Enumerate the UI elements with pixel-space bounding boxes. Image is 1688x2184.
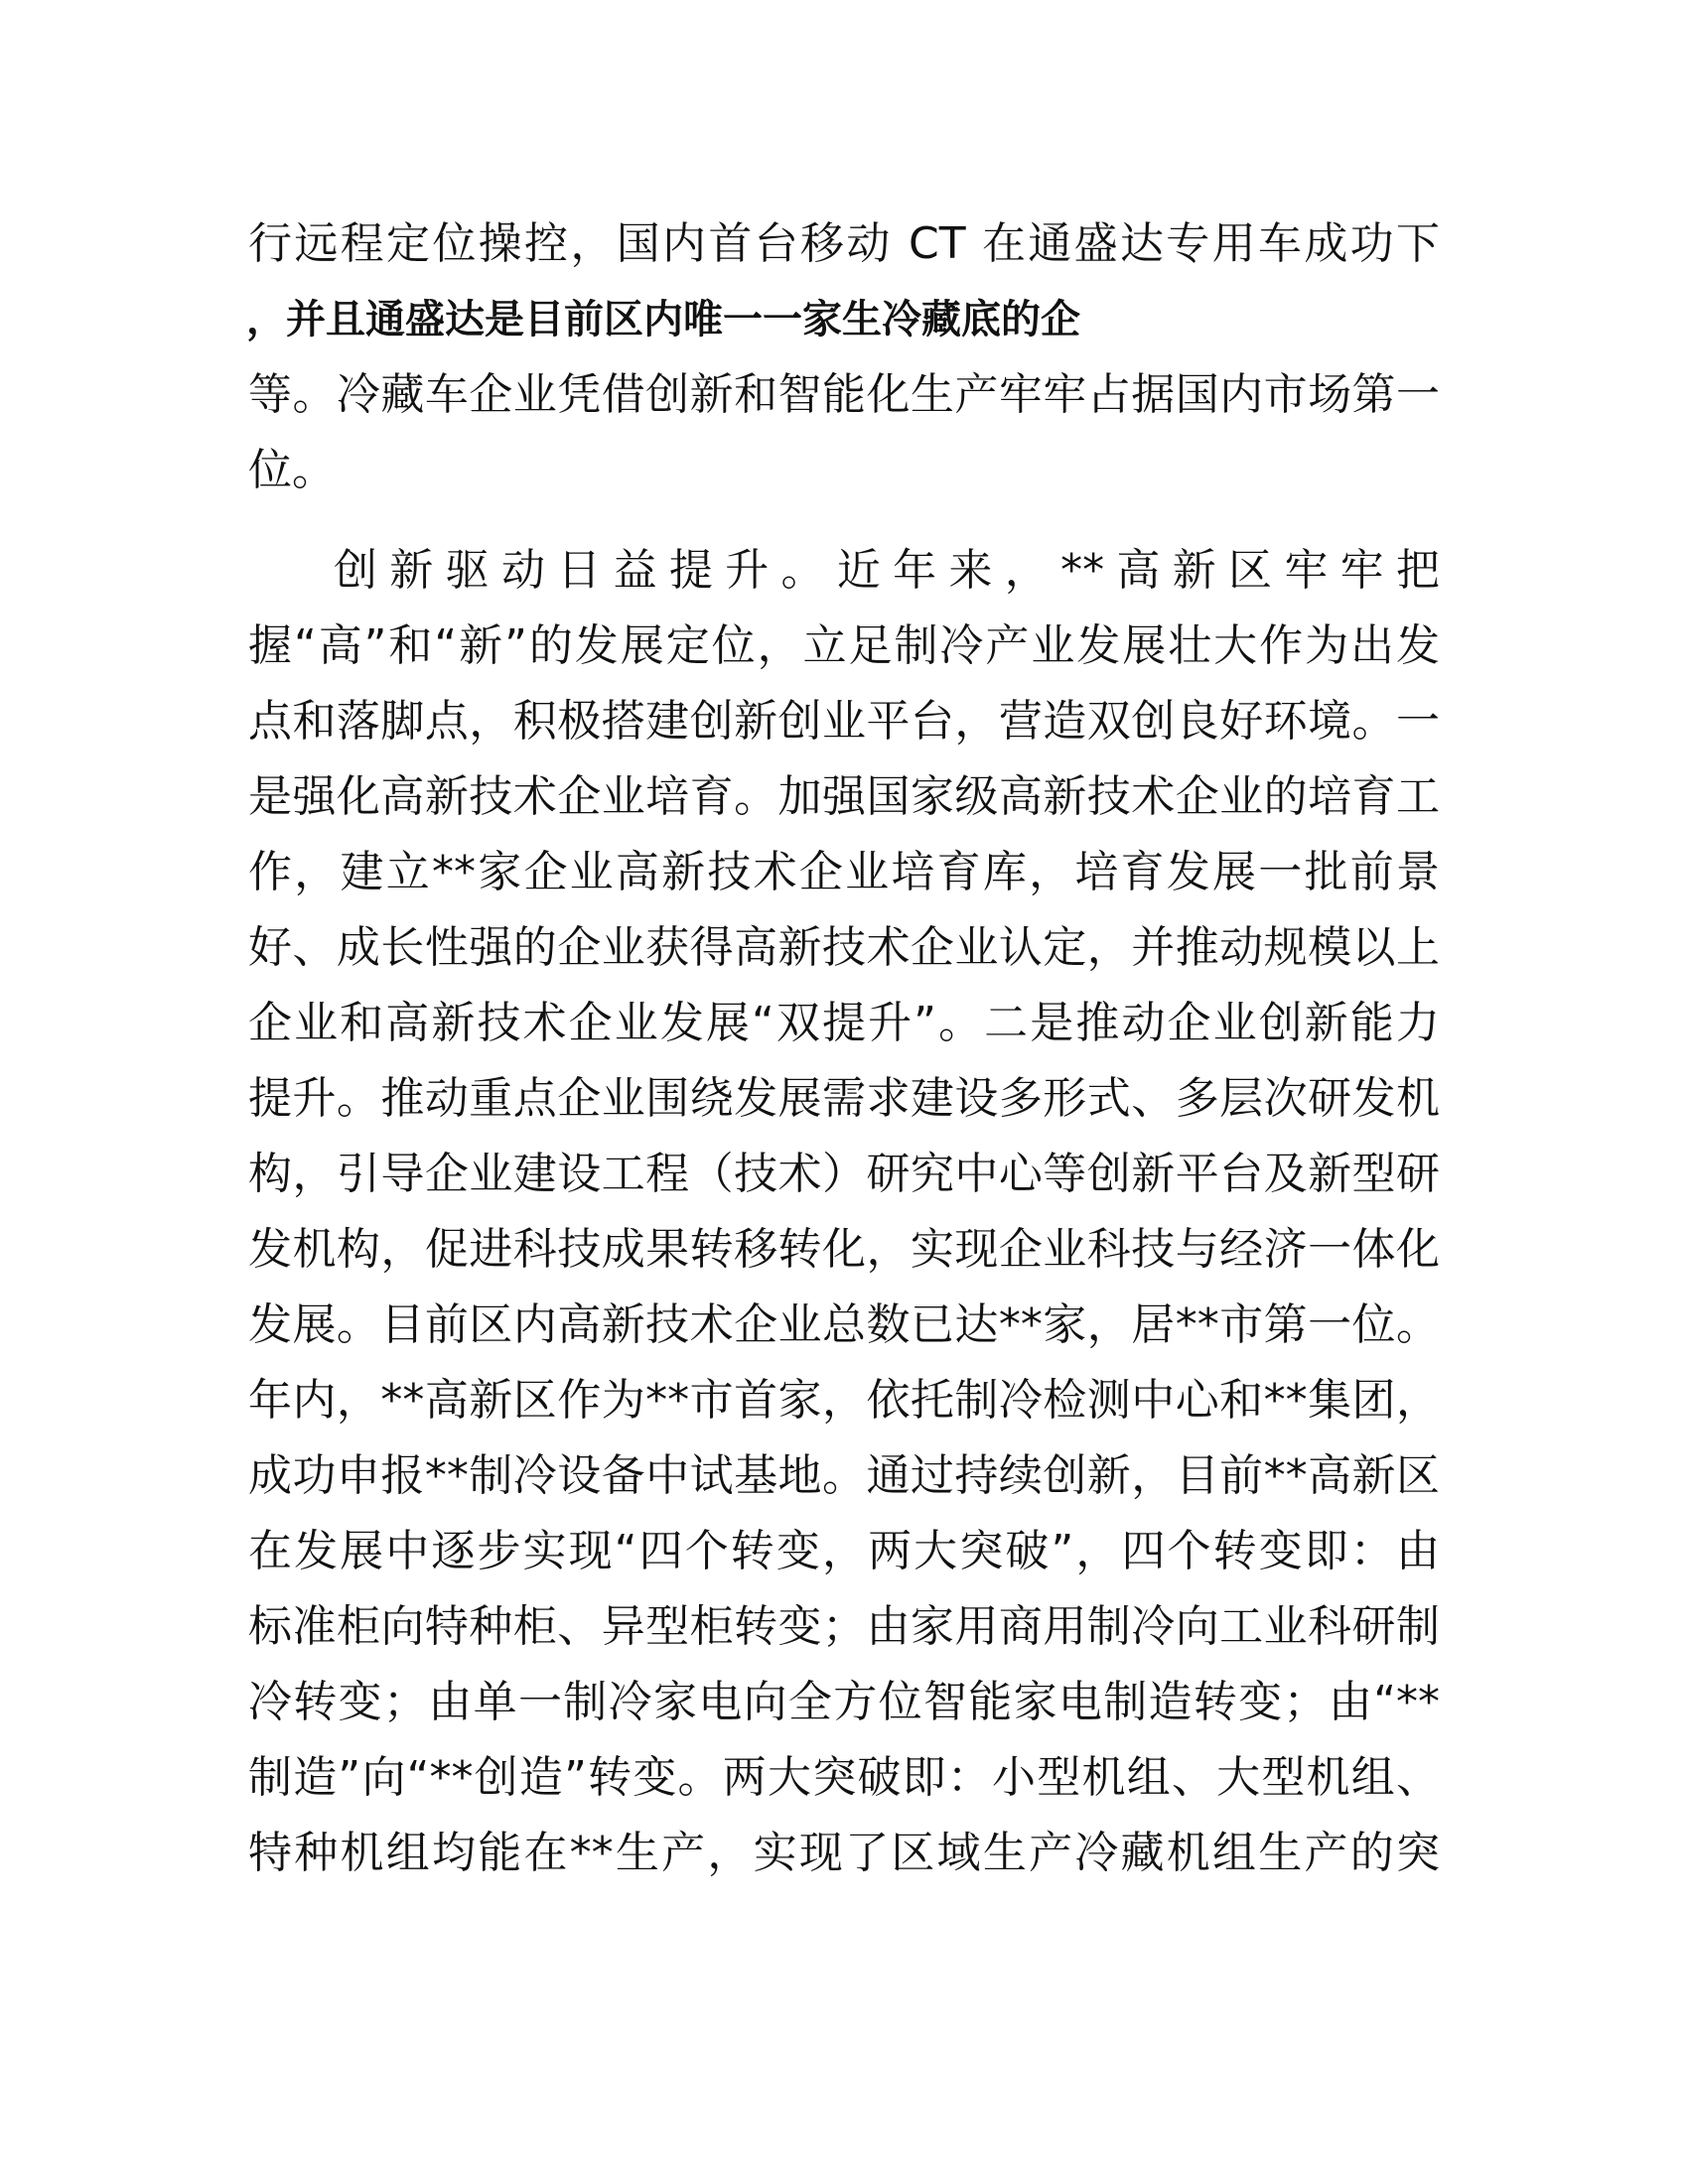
- text-line-17: 成功申报**制冷设备中试基地。通过持续创新，目前**高新区: [248, 1450, 1440, 1501]
- text-line-7: 点和落脚点，积极搭建创新创业平台，营造双创良好环境。一: [248, 696, 1440, 747]
- text-line-4: 位。: [248, 445, 336, 495]
- text-line-12: 提升。推动重点企业围绕发展需求建设多形式、多层次研发机: [248, 1073, 1440, 1124]
- text-line-3: 等。冷藏车企业凭借创新和智能化生产牢牢占据国内市场第一: [248, 369, 1440, 420]
- text-line-22: 特种机组均能在**生产，实现了区域生产冷藏机组生产的突: [248, 1828, 1440, 1878]
- text-line-10: 好、成长性强的企业获得高新技术企业认定，并推动规模以上: [248, 922, 1440, 973]
- text-line-15: 发展。目前区内高新技术企业总数已达**家，居**市第一位。: [248, 1299, 1440, 1350]
- paragraph-lead-line: 创新驱动日益提升。近年来，**高新区牢牢把: [334, 545, 1440, 596]
- text-line-21: 制造”向“**创造”转变。两大突破即：小型机组、大型机组、: [248, 1752, 1440, 1803]
- text-line-8: 是强化高新技术企业培育。加强国家级高新技术企业的培育工: [248, 771, 1440, 822]
- text-line-16: 年内，**高新区作为**市首家，依托制冷检测中心和**集团，: [248, 1375, 1440, 1426]
- text-line-14: 发机构，促进科技成果转移转化，实现企业科技与经济一体化: [248, 1224, 1440, 1275]
- text-line-13: 构，引导企业建设工程（技术）研究中心等创新平台及新型研: [248, 1149, 1440, 1199]
- text-line-19: 标准柜向特种柜、异型柜转变；由家用商用制冷向工业科研制: [248, 1601, 1440, 1652]
- text-line-1: 行远程定位操控，国内首台移动 CT 在通盛达专用车成功下: [248, 218, 1440, 269]
- text-line-9: 作，建立**家企业高新技术企业培育库，培育发展一批前景: [248, 847, 1440, 897]
- text-line-20: 冷转变；由单一制冷家电向全方位智能家电制造转变；由“**: [248, 1677, 1440, 1727]
- text-line-11: 企业和高新技术企业发展“双提升”。二是推动企业创新能力: [248, 998, 1440, 1048]
- text-line-18: 在发展中逐步实现“四个转变，两大突破”，四个转变即：由: [248, 1526, 1440, 1576]
- text-line-2: ，并且通盛达是目前区内唯一一家生冷藏底的企: [246, 297, 1080, 342]
- text-line-6: 握“高”和“新”的发展定位，立足制冷产业发展壮大作为出发: [248, 620, 1440, 671]
